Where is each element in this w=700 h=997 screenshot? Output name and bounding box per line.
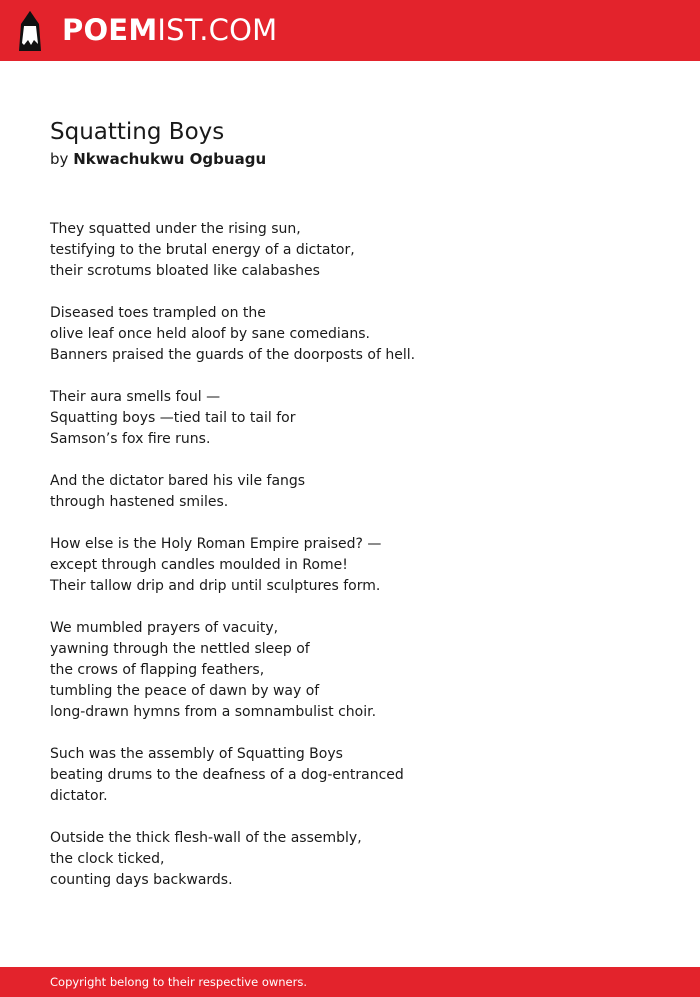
poem-line: Such was the assembly of Squatting Boys (50, 746, 343, 762)
stanza (50, 744, 650, 807)
byline (50, 149, 266, 169)
copyright-notice: Copyright belong to their respective owners. (50, 975, 308, 989)
poem-line: Samson’s fox fire runs. (50, 431, 211, 447)
poem-line: Banners praised the guards of the doorposts of hell. (50, 347, 416, 363)
pencil-tip-icon[interactable] (18, 10, 42, 51)
author-name: Nkwachukwu Ogbuagu (73, 150, 267, 168)
poem-title: Squatting Boys (50, 119, 225, 145)
site-logo[interactable] (62, 12, 277, 48)
poem-line: Squatting boys —tied tail to tail for (50, 410, 296, 426)
stanza (50, 618, 650, 723)
logo-brand-bold: POEM (62, 13, 158, 47)
poem-line: Diseased toes trampled on the (50, 305, 266, 321)
byline-prefix: by (50, 150, 69, 168)
poem-line: long-drawn hymns from a somnambulist choir. (50, 704, 377, 720)
poem-line: dictator. (50, 788, 108, 804)
poem-line: olive leaf once held aloof by sane comedians. (50, 326, 370, 342)
poem-line: testifying to the brutal energy of a dictator, (50, 242, 355, 258)
site-header (0, 0, 700, 61)
poem-line: Their tallow drip and drip until sculptures form. (50, 578, 381, 594)
stanza (50, 387, 650, 450)
poem-line: except through candles moulded in Rome! (50, 557, 348, 573)
poem-line: yawning through the nettled sleep of (50, 641, 310, 657)
stanza (50, 534, 650, 597)
stanza (50, 471, 650, 513)
poem-line: How else is the Holy Roman Empire praised? — (50, 536, 382, 552)
poem-line: through hastened smiles. (50, 494, 229, 510)
poem-line: their scrotums bloated like calabashes (50, 263, 320, 279)
poem-line: beating drums to the deafness of a dog-entranced (50, 767, 404, 783)
poem-line: the crows of flapping feathers, (50, 662, 265, 678)
poem-line: counting days backwards. (50, 872, 233, 888)
poem-line: tumbling the peace of dawn by way of (50, 683, 320, 699)
site-footer (0, 967, 700, 997)
poem-body (50, 219, 650, 912)
poem-line: We mumbled prayers of vacuity, (50, 620, 279, 636)
stanza (50, 828, 650, 891)
poem-line: Outside the thick flesh-wall of the assembly, (50, 830, 362, 846)
poem-line: And the dictator bared his vile fangs (50, 473, 306, 489)
logo-brand-light: IST.COM (157, 13, 278, 47)
poem-line: the clock ticked, (50, 851, 165, 867)
stanza (50, 219, 650, 282)
poem-line: They squatted under the rising sun, (50, 221, 301, 237)
stanza (50, 303, 650, 366)
poem-line: Their aura smells foul — (50, 389, 221, 405)
